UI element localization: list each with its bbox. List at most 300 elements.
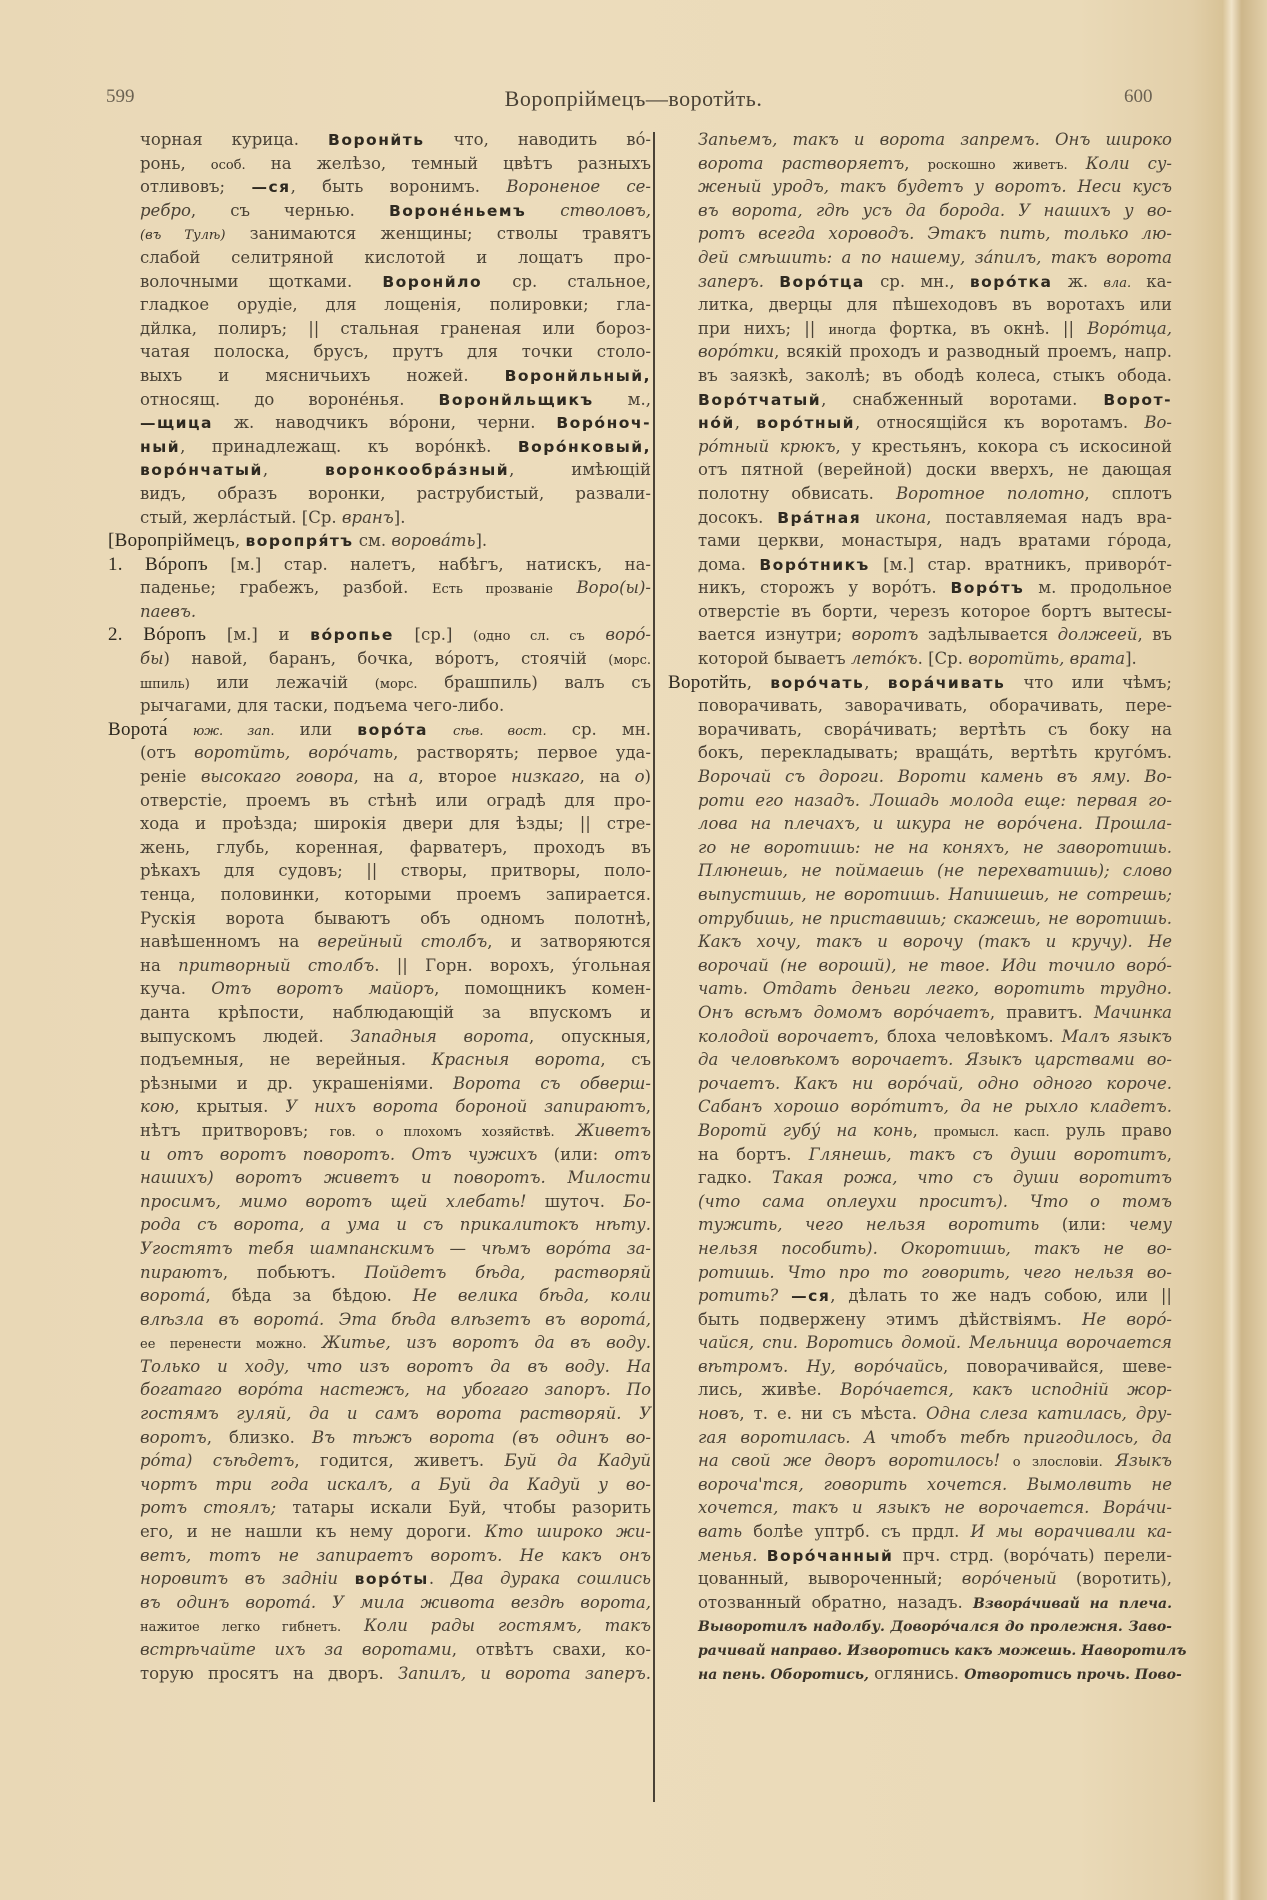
text-line: [108, 128, 651, 152]
definition-text: , бѣда за бѣдою.: [205, 1286, 413, 1306]
definition-text: гов. о плохомъ хозяйствѣ.: [329, 1124, 555, 1140]
text-line: [668, 883, 1172, 907]
definition-text: подъемныя, не верейныя.: [140, 1050, 432, 1070]
text-line: [668, 1638, 1187, 1662]
example-text: вранъ: [341, 507, 394, 527]
example-text: Запьемъ, такъ и ворота запремъ. Онъ широко: [698, 130, 1172, 149]
definition-text: см.: [353, 531, 392, 551]
definition-text: (морс.: [608, 653, 651, 669]
definition-text: цованный, вывороченный;: [698, 1569, 962, 1589]
headword: 1. Вóропъ: [108, 553, 209, 575]
example-text: да человѣкомъ ворочаетъ. Языкъ царствами во-: [698, 1050, 1172, 1070]
definition-text: . || Горн. ворохъ, у́гольная: [374, 955, 651, 975]
definition-text: рычагами, для таски, подъема чего-либо.: [140, 696, 505, 716]
text-line: [668, 1449, 1172, 1473]
example-text: заперъ.: [698, 271, 780, 291]
text-line: [108, 317, 651, 341]
definition-text: рѣзными и др. украшеніями.: [140, 1073, 453, 1093]
text-line: [108, 1166, 651, 1190]
text-line: [108, 576, 651, 600]
text-line: [668, 1614, 1172, 1638]
definition-text: паденье; грабежъ, разбой.: [140, 578, 432, 598]
example-text: Житье, изъ воротъ да въ воду.: [321, 1333, 651, 1353]
text-line: [668, 954, 1172, 978]
text-line: [108, 1284, 651, 1308]
text-line: [668, 293, 1172, 317]
definition-text: никъ, сторожъ у ворóтъ.: [698, 578, 951, 598]
text-line: [108, 1496, 651, 1520]
definition-text: стый, жерла́стый. [Ср.: [140, 507, 342, 527]
text-line: [668, 859, 1172, 883]
text-line: [668, 388, 1172, 412]
text-line: [108, 293, 651, 317]
text-line: [668, 340, 1172, 364]
example-text: Одна слеза катилась, дру-: [926, 1404, 1172, 1424]
column-divider: [653, 132, 655, 1802]
example-text: ротъ всегда хороводъ. Этакъ пить, только лю-: [698, 224, 1172, 244]
text-line: [108, 199, 651, 223]
text-line: [668, 1473, 1172, 1497]
definition-text: ж. наводчикъ вóрони, черни.: [212, 413, 557, 433]
example-text: Коли рады гостямъ, такъ: [364, 1616, 651, 1636]
example-text: новъ: [698, 1404, 740, 1424]
definition-text: , у крестьянъ, кокора съ искосиной: [835, 436, 1172, 456]
example-text: роти его назадъ. Лошадь молода еще: первая го-: [698, 790, 1172, 810]
definition-text: м.,: [593, 389, 651, 409]
text-line: [108, 1025, 651, 1049]
example-text: норовитъ въ задніи: [140, 1569, 355, 1589]
example-text: ворочай (не ворошй), не твое. Иди точило ворó-: [698, 955, 1172, 975]
definition-text: занимаются женщины; стволы травятъ: [225, 224, 652, 244]
headword: Ворóтникъ: [759, 555, 870, 574]
definition-text: , принадлежащ. къ ворóнкѣ.: [180, 436, 518, 456]
example-text: ротишь. Что про то говорить, чего нельзя во-: [698, 1262, 1172, 1282]
definition-text: гадко.: [698, 1168, 772, 1188]
text-line: [108, 364, 651, 388]
text-line: [668, 1591, 1172, 1615]
headword: Вра́тная: [777, 508, 862, 527]
headword: вора́чивать: [887, 673, 1006, 692]
text-line: [108, 1119, 651, 1143]
headword: вóропье: [310, 626, 394, 645]
example-text: богатаго ворóта настежъ, на убогаго запоръ. По: [140, 1380, 651, 1400]
definition-text: хода и проѣзда; широкія двери для ѣзды; || стре-: [140, 814, 651, 834]
text-line: [668, 1095, 1172, 1119]
example-text: въ ворота, гдѣ усъ да борода. У нашихъ у во-: [698, 200, 1172, 220]
text-line: [108, 1331, 651, 1355]
definition-text: ,: [1166, 1144, 1173, 1164]
example-text: въ одинъ ворота́. У мила живота вездѣ ворота,: [140, 1592, 651, 1612]
definition-text: (воротить),: [1056, 1569, 1172, 1589]
definition-text: нѣтъ притворовъ;: [140, 1120, 330, 1140]
definition-text: (отъ: [140, 743, 195, 763]
example-text: отрубишь, не приставишь; скажешь, не воротишь.: [698, 908, 1172, 928]
example-text: чему: [1128, 1215, 1172, 1235]
definition-text: , второе: [418, 767, 512, 787]
example-text: а: [408, 767, 419, 787]
text-line: [108, 1213, 651, 1237]
definition-text: чатая полоска, брусъ, прутъ для точки столо-: [140, 342, 651, 362]
definition-text: , помощникъ комен-: [434, 979, 651, 999]
example-text: воротъ: [851, 625, 919, 645]
headword: Ворота́: [108, 718, 168, 740]
definition-text: выпускомъ людей.: [140, 1026, 351, 1046]
text-line: [668, 1119, 1172, 1143]
text-line: [108, 954, 651, 978]
definition-text: прч. стрд. (ворóчать) перели-: [893, 1545, 1173, 1565]
text-line: [108, 270, 651, 294]
example-text: Угостятъ тебя шампанскимъ — чѣмъ ворóта за-: [140, 1238, 651, 1258]
definition-text: тами церкви, монастыря, надъ вратами гóрода,: [698, 531, 1172, 551]
example-text: Языкъ: [1115, 1451, 1172, 1471]
definition-text: [555, 1121, 576, 1140]
example-text: колодой ворочаетъ: [698, 1026, 874, 1046]
text-line: [108, 883, 651, 907]
definition-text: что, наводить вó-: [424, 130, 651, 149]
definition-text: или лежачій: [189, 672, 375, 692]
text-line: [668, 152, 1172, 176]
definition-text: особ.: [210, 157, 246, 173]
definition-text: , близко.: [206, 1427, 312, 1447]
definition-text: на бортъ.: [698, 1144, 809, 1164]
definition-text: (или:: [1039, 1215, 1129, 1235]
text-line: [668, 458, 1172, 482]
definition-text: [1000, 1451, 1013, 1470]
example-text: Не велика бѣда, коли: [412, 1286, 652, 1306]
example-text: рачивай направо. Изворотись какъ можешь. Наворотилъ: [698, 1643, 1187, 1659]
definition-text: (морс.: [374, 676, 418, 692]
text-line: [108, 175, 651, 199]
definition-text: , поворачивайся, шеве-: [942, 1356, 1172, 1376]
definition-text: , растворять; первое уда-: [393, 743, 651, 763]
text-line: [668, 1048, 1172, 1072]
example-text: Малъ языкъ: [1061, 1026, 1172, 1046]
definition-text: вла.: [1103, 275, 1132, 291]
text-line: [108, 1402, 651, 1426]
definition-text: юж. зап.: [192, 723, 275, 739]
definition-text: отозванный обратно, назадъ.: [698, 1592, 973, 1612]
example-text: паевъ.: [140, 601, 197, 621]
definition-text: [306, 1333, 321, 1352]
text-line: [668, 1378, 1172, 1402]
definition-text: [1103, 1451, 1116, 1470]
example-text: ворó-: [605, 625, 651, 645]
text-line: [668, 1308, 1172, 1332]
text-line: [668, 1544, 1172, 1568]
headword: воронкообра́зный: [324, 461, 510, 480]
example-text: и отъ воротъ поворотъ. Отъ чужихъ: [140, 1144, 538, 1164]
example-text: Кто широко жи-: [484, 1522, 651, 1542]
text-line: [668, 930, 1172, 954]
text-line: [668, 1355, 1172, 1379]
definition-text: шпиль): [140, 676, 190, 692]
text-line: [668, 1567, 1172, 1591]
headword: Воронйльщикъ: [438, 390, 594, 409]
headword: Воротйть: [668, 671, 747, 693]
text-line: [668, 576, 1172, 600]
text-line: [668, 600, 1172, 624]
definition-text: жень, глубь, коренная, фарватеръ, проходъ въ: [140, 837, 651, 857]
definition-text: видъ, образъ воронки, раструбистый, развали-: [140, 483, 651, 503]
text-line: [668, 506, 1172, 530]
definition-text: реніе: [140, 767, 201, 787]
definition-text: [428, 720, 453, 739]
definition-text: ,: [904, 153, 928, 173]
headword: Ворóтъ: [950, 579, 1025, 598]
text-line: [668, 1496, 1172, 1520]
definition-text: , всякій проходъ и разводный проемъ, напр.: [774, 342, 1172, 362]
definition-text: ) навой, баранъ, бочка, вóротъ, стоячій: [163, 649, 609, 669]
headword: ворóчать: [770, 673, 865, 692]
definition-text: или: [274, 719, 358, 739]
example-text: менья.: [698, 1545, 767, 1565]
entry-headline: [668, 671, 1172, 695]
example-text: гостямъ гуляй, да и самъ ворота растворяй. У: [140, 1404, 651, 1424]
text-line: [668, 623, 1172, 647]
headword: ецъ: [205, 530, 235, 552]
text-line: [108, 1048, 651, 1072]
example-text: го не воротишь: не на коняхъ, не заворотишь.: [698, 837, 1172, 857]
definition-text: ,: [234, 531, 246, 551]
example-text: на пень. Оборотись,: [698, 1666, 869, 1683]
definition-text: , снабженный воротами.: [821, 389, 1104, 409]
headword: ворóта: [357, 720, 428, 739]
example-text: Бо-: [623, 1191, 651, 1211]
definition-text: лись, живѣе.: [698, 1380, 841, 1400]
text-line: [108, 1095, 651, 1119]
example-text: Ворóчается, какъ исподній жор-: [840, 1380, 1172, 1400]
definition-text: тенца, половинки, которыми проемъ запирается.: [140, 885, 651, 904]
headword: Воронйльный,: [504, 366, 651, 385]
text-line: [108, 671, 651, 695]
text-line: [108, 1261, 651, 1285]
definition-text: , на: [579, 767, 635, 787]
example-text: Живетъ: [575, 1120, 651, 1140]
example-text: влѣзла въ ворота́. Эта бѣда влѣзетъ въ ворота́,: [140, 1309, 651, 1329]
example-text: хочется, такъ и языкъ не ворочается. Вора́чи-: [698, 1498, 1172, 1518]
example-text: Глянешь, такъ съ души воротитъ: [808, 1144, 1167, 1164]
definition-text: . [Ср.: [917, 649, 969, 669]
headword: Воронйть: [328, 131, 425, 149]
text-line: [668, 1426, 1172, 1450]
definition-text: въ заязкѣ, заколѣ; въ ободѣ колеса, стыкъ обода.: [698, 365, 1172, 385]
entry-headline: [108, 553, 651, 577]
example-text: кою: [140, 1097, 175, 1117]
definition-text: ].: [475, 531, 488, 551]
example-text: высокаго говора: [200, 767, 354, 787]
example-text: дей смѣшить: а по нашему, за́пилъ, такъ ворота: [698, 247, 1172, 267]
headword: Ворóнковый,: [517, 437, 651, 456]
text-line: [108, 812, 651, 836]
definition-text: , и затворяются: [487, 932, 651, 952]
definition-text: (одно сл. съ: [473, 629, 585, 645]
headword: ворóнчатый: [140, 461, 263, 480]
example-text: Въ тѣжъ ворота (въ одинъ во-: [312, 1427, 652, 1447]
text-line: [108, 1426, 651, 1450]
text-line: [668, 1213, 1172, 1237]
definition-text: Есть прозваніе: [431, 582, 553, 598]
definition-text: нажитое легко гибнетъ.: [140, 1620, 342, 1636]
definition-text: ,: [746, 672, 771, 692]
definition-text: оглянись.: [868, 1663, 965, 1683]
definition-text: [м.] стар. налетъ, набѣгъ, натискъ, на-: [208, 554, 651, 574]
example-text: (что сама оплеухи проситъ). Что о томъ: [698, 1191, 1172, 1211]
text-line: [108, 1449, 651, 1473]
example-text: ворова́ть: [391, 531, 476, 551]
text-line: [108, 340, 651, 364]
headword: Ворóтчатый: [698, 390, 822, 409]
definition-text: [1068, 154, 1086, 173]
text-line: [108, 600, 651, 624]
text-line: [668, 1143, 1172, 1167]
example-text: Онъ всѣмъ домомъ ворóчаетъ: [698, 1002, 990, 1022]
definition-text: поворачивать, заворачивать, оборачивать, пере-: [698, 696, 1172, 716]
text-line: [108, 1567, 651, 1591]
example-text: лова на плечахъ, и шкура не ворóчена. Прошла-: [698, 814, 1172, 834]
definition-text: [553, 578, 577, 597]
text-line: [108, 482, 651, 506]
text-line: [668, 411, 1172, 435]
text-line: [668, 1237, 1172, 1261]
example-text: Два дурака сошлись: [450, 1569, 651, 1589]
headword: Воронйло: [382, 272, 483, 291]
example-text: Отъ воротъ майоръ: [211, 979, 435, 999]
text-line: [108, 458, 651, 482]
definition-text: татары искали Буй, чтобы разорить: [276, 1498, 651, 1518]
text-line: [668, 694, 1172, 718]
example-text: ребро: [140, 200, 191, 220]
definition-text: , имѣющій: [509, 460, 651, 480]
example-text: Ворота съ обверш-: [452, 1073, 651, 1093]
page-title: Воропріймецъ—воротйть.: [504, 86, 763, 111]
text-line: [108, 907, 651, 931]
text-line: [108, 1190, 651, 1214]
headword: е́ньемъ: [451, 201, 527, 220]
headword: Ворот-: [1103, 390, 1172, 409]
example-text: Вороненое се-: [506, 177, 651, 197]
example-text: ворóтки: [698, 342, 775, 362]
example-text: Отворотись прочь. Пово-: [964, 1666, 1182, 1683]
text-line: [108, 1378, 651, 1402]
definition-text: , дѣлать то же надъ собою, или ||: [830, 1286, 1172, 1306]
text-line: [668, 317, 1172, 341]
definition-text: относящ. до вороне́нья.: [140, 389, 439, 409]
text-line: [668, 1072, 1172, 1096]
text-line: [668, 175, 1172, 199]
example-text: должеей: [1057, 625, 1138, 645]
definition-text: о злословіи.: [1012, 1455, 1103, 1471]
headword: Ворон: [388, 201, 452, 220]
definition-text: при нихъ; ||: [698, 318, 829, 338]
text-line: [108, 435, 651, 459]
text-line: [108, 1308, 651, 1332]
text-line: [108, 1638, 651, 1662]
definition-text: , блоха человѣкомъ.: [873, 1026, 1062, 1046]
text-line: [668, 1166, 1172, 1190]
definition-text: ср. стальное,: [482, 271, 651, 291]
page-number-right: 600: [1124, 86, 1153, 107]
text-line: [108, 977, 651, 1001]
definition-text: на: [140, 955, 179, 975]
definition-text: полотну обвисать.: [698, 483, 897, 503]
example-text: Буй да Кадуй: [504, 1451, 652, 1471]
definition-text: , годится, живетъ.: [294, 1451, 505, 1471]
example-text: Воротй губу́ на конь: [698, 1120, 913, 1140]
definition-text: дома.: [698, 554, 760, 574]
definition-text: , сплотъ: [1084, 483, 1172, 503]
example-text: Воро(ы)-: [576, 578, 651, 598]
definition-text: ее перенести можно.: [140, 1337, 307, 1353]
text-line: [108, 506, 651, 530]
headword: ворóтный: [756, 414, 856, 433]
text-line: [668, 1662, 1182, 1686]
example-text: встрѣчайте ихъ за воротами: [140, 1640, 452, 1659]
example-text: рóтный крюкъ: [698, 436, 836, 456]
example-text: отъ: [614, 1144, 651, 1164]
example-text: воротъ: [140, 1427, 207, 1447]
example-text: вѣтромъ. Ну, ворóчайсь: [698, 1356, 943, 1376]
definition-text: , въ: [1137, 625, 1173, 645]
definition-text: ворачивать, свора́чивать; вертѣть съ боку на: [698, 719, 1172, 739]
example-text: низкаго: [511, 767, 580, 787]
text-line: [108, 859, 651, 883]
definition-text: сѣв. вост.: [453, 723, 547, 739]
example-text: нашихъ) воротъ живетъ и поворотъ. Милости: [140, 1168, 651, 1188]
definition-text: ср. мн.: [546, 719, 652, 739]
headword: воропря́тъ: [245, 532, 354, 551]
example-text: Воротное полотно: [896, 483, 1085, 503]
definition-text: ): [644, 767, 651, 787]
example-text: Взвора́чивай на плеча.: [972, 1595, 1172, 1612]
definition-text: ,: [864, 672, 888, 692]
definition-text: слабой селитряной кислотой и лощатъ про-: [140, 247, 651, 267]
definition-text: ж.: [1052, 271, 1104, 291]
text-line: [668, 128, 1172, 152]
example-text: верейный столбъ: [317, 932, 488, 952]
example-text: вать: [698, 1522, 743, 1542]
example-text: воротйть, ворóчать: [194, 743, 394, 763]
text-line: [108, 1072, 651, 1096]
example-text: бы: [140, 649, 164, 669]
text-line: [668, 836, 1172, 860]
text-line: [668, 1520, 1172, 1544]
example-text: Ворóтца,: [1087, 318, 1172, 338]
example-text: Запилъ, и ворота заперъ.: [397, 1663, 651, 1683]
text-line: [108, 246, 651, 270]
definition-text: отъ пятной (верейной) доски вверхъ, не дающая: [698, 460, 1172, 480]
text-line: [668, 364, 1172, 388]
definition-text: фортка, въ окнѣ. ||: [876, 318, 1088, 338]
example-text: Плюнешь, не поймаешь (не перехватишь);: [698, 861, 1110, 881]
headword: ворóты: [354, 1570, 429, 1589]
text-line: [668, 1331, 1172, 1355]
text-line: [668, 482, 1172, 506]
headword: —ся: [791, 1287, 831, 1306]
text-line: [108, 930, 651, 954]
definition-text: литка, дверцы для пѣшеходовъ въ воротахъ или: [698, 295, 1172, 315]
example-text: ротъ стоялъ;: [140, 1498, 277, 1518]
definition-text: , правитъ.: [989, 1002, 1094, 1022]
right-column: [668, 128, 1187, 1685]
definition-text: бокъ, перекладывать; враща́ть, вертѣть кругóмъ.: [698, 743, 1172, 763]
definition-text: волочными щотками.: [140, 271, 383, 291]
definition-text: ,: [912, 1120, 934, 1140]
definition-text: м. продольное: [1024, 578, 1172, 598]
text-line: [668, 718, 1172, 742]
text-line: [668, 529, 1172, 553]
text-line: [668, 1025, 1172, 1049]
example-text: гая воротилась. А чтобъ тебѣ пригодилось, да: [698, 1427, 1172, 1447]
